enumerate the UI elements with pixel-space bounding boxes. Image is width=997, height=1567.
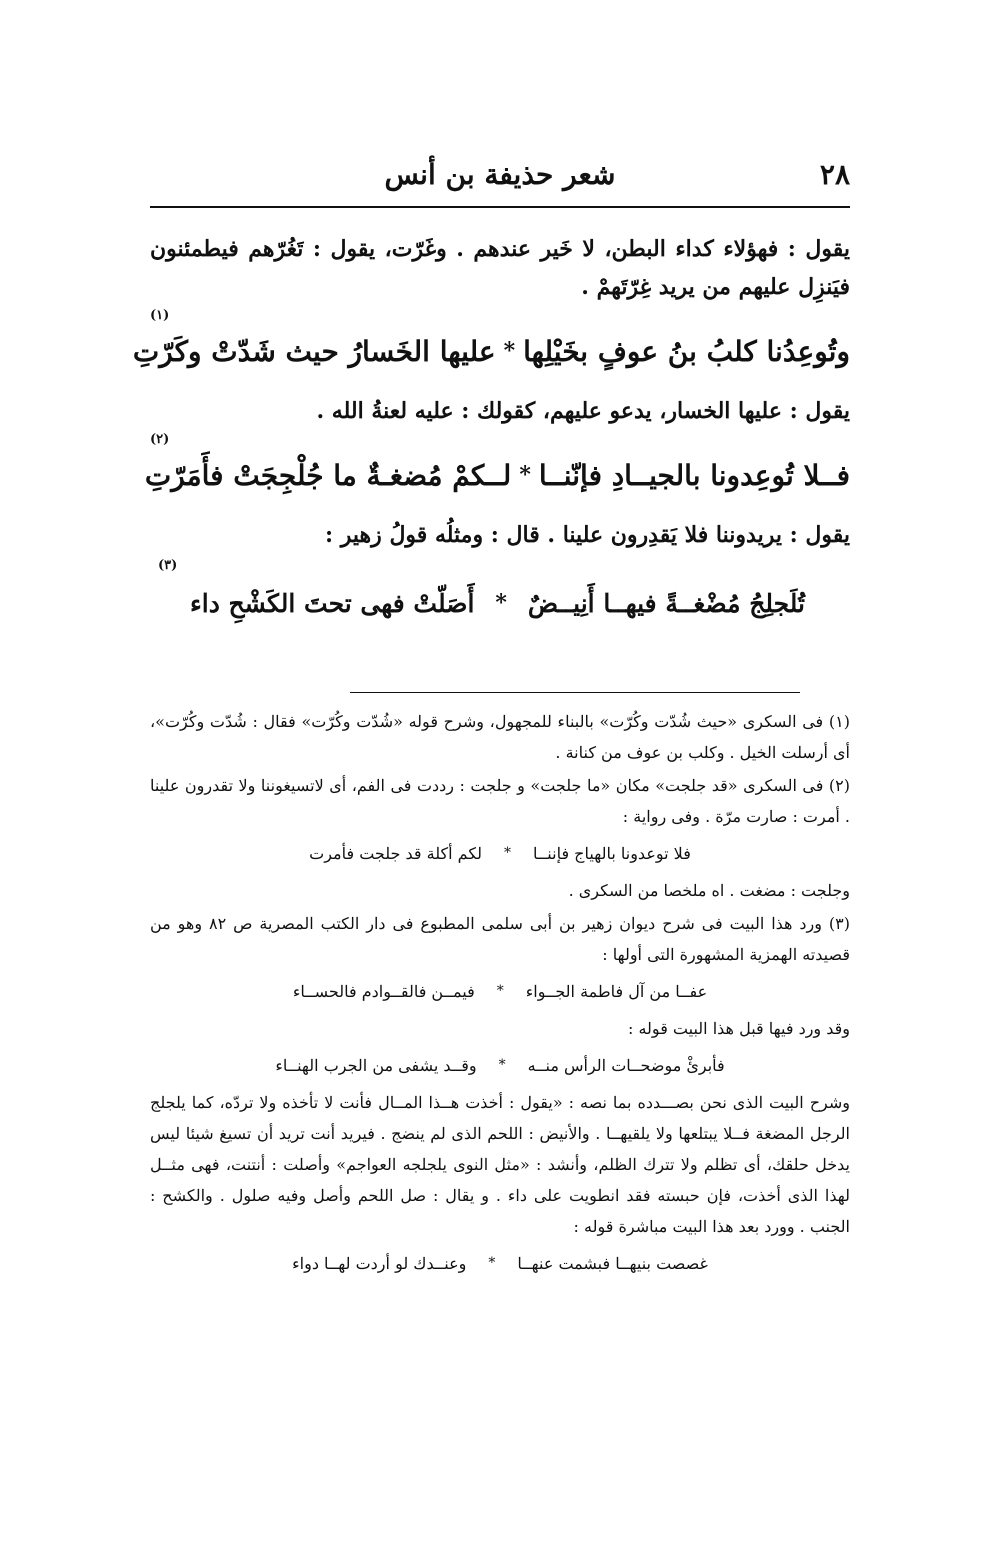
verse-1-first-hemistich: وتُوعِدُنا كلبُ بنُ عوفٍ بخَيْلِها <box>523 334 850 368</box>
verse-separator: * <box>503 338 516 364</box>
prose-paragraph-1: يقول : فهؤلاء كداء البطن، لا خَير عندهم . وغَرّت، يقول : تَغُرّهم فيطمئنون فيَنزِل عليهم من يريد غِرّتَهمْ . <box>150 236 851 300</box>
verse-separator: * <box>504 845 512 861</box>
page-number: ٢٨ <box>819 158 850 191</box>
footnote-3-verse-3 <box>150 1248 850 1279</box>
footnote-3-verse-1-second: فيمــن فالقــوادم فالحســاء <box>292 982 475 1001</box>
footnote-2-verse-second: لكم أكلة قد جلجت فأمرت <box>309 844 483 863</box>
prose-paragraph-2: يقول : عليها الخسار، يدعو عليهم، كقولك : عليه لعنةُ الله . <box>316 398 850 424</box>
footnote-marker-1: (١) <box>150 308 170 323</box>
footnote-2: (٢) فى السكرى «قد جلجت» مكان «ما جلجت» و جلجت : رددت فى الفم، أى لاتسيغوننا ولا تقدرون علينا . أمرت : صارت مرّة . وفى رواية : <box>150 776 850 826</box>
footnote-3-continuation-1: وقد ورد فيها قبل هذا البيت قوله : <box>628 1019 850 1038</box>
footnote-rule <box>350 692 800 693</box>
verse-line-1 <box>132 308 850 378</box>
footnote-3-verse-3-second: وعنــدك لو أردت لهــا دواء <box>292 1254 467 1273</box>
main-text <box>132 230 851 644</box>
footnote-3-verse-2-first: فأبرئْ موضحــات الرأس منــه <box>527 1056 725 1075</box>
verse-separator: * <box>495 590 507 616</box>
verse-separator: * <box>496 983 504 999</box>
running-title: شعر حذيفة بن أنس <box>384 158 616 191</box>
verse-separator: * <box>488 1255 496 1271</box>
footnote-marker-3: (٣) <box>158 558 178 573</box>
verse-3-second-hemistich: أَصَلّتْ فهى تحتَ الكَشْحِ داء <box>190 588 475 618</box>
verse-line-2 <box>144 432 850 502</box>
footnote-3-verse-2-second: وقــد يشفى من الجرب الهنــاء <box>275 1056 477 1075</box>
verse-2-second-hemistich: لــكمْ مُضغـةٌ ما جُلْجِجَتْ فأَمَرّتِ <box>144 458 512 492</box>
verse-separator: * <box>519 462 531 488</box>
footnote-2-continuation: وجلجت : مضغت . اه ملخصا من السكرى . <box>568 881 850 900</box>
footnote-3: (٣) ورد هذا البيت فى شرح ديوان زهير بن أبى سلمى المطبوع فى دار الكتب المصرية ص ٨٢ وهو من قصيدته الهمزية المشهورة التى أولها : <box>150 914 850 964</box>
verse-line-3 <box>158 558 805 630</box>
page-header <box>150 158 850 206</box>
footnote-3-verse-1 <box>150 976 850 1007</box>
verse-2-first-hemistich: فــلا تُوعِدونا بالجيــادِ فإنّنــا <box>538 458 850 492</box>
footnote-3-verse-2 <box>150 1050 850 1081</box>
verse-separator: * <box>498 1057 506 1073</box>
header-rule <box>150 206 850 208</box>
footnotes <box>150 706 850 1285</box>
footnote-2-verse <box>150 838 850 869</box>
verse-1-second-hemistich: عليها الخَسارُ حيث شَدّتْ وكَرّتِ <box>132 334 496 368</box>
footnote-3-verse-1-first: عفــا من آل فاطمة الجــواء <box>525 982 708 1001</box>
footnote-3-continuation-2: وشرح البيت الذى نحن بصـــدده بما نصه : «يقول : أخذت هــذا المــال فأنت لا تأخذه ولا تردّه، كما يلجلج الرجل المضغة فــلا يبتلعها ولا يلقيهــا . والأنيض : اللحم الذى لم ينضج . فيريد أنت تريد أن تسيغ شيئا ليس يدخل حلقك، أى تظلم ولا تترك الظلم، وأنشد : «مثل النوى يلجلجه العواجم» وأصلت : أنتنت، فهى مثــل لهذا الذى أخذت، فإن حبسته فقد انطويت على داء . و يقال : صل اللحم وأصل وفيه صلول . والكشح : الجنب . وورد بعد هذا البيت مباشرة قوله : <box>150 1093 851 1236</box>
footnote-marker-2: (٢) <box>150 432 170 447</box>
footnote-1: (١) فى السكرى «حيث شُدّت وكُرّت» بالبناء للمجهول، وشرح قوله «شُدّت وكُرّت» فقال : شُدّت وكُرّت»، أى أرسلت الخيل . وكلب بن عوف من كنانة . <box>150 712 850 762</box>
footnote-2-verse-first: فلا توعدونا بالهياج فإننــا <box>533 844 691 863</box>
footnote-3-verse-3-first: غصصت بنيهــا فبشمت عنهــا <box>517 1254 708 1273</box>
prose-paragraph-3: يقول : يريدوننا فلا يَقدِرون علينا . قال : ومثلُه قولُ زهير : <box>325 522 850 548</box>
verse-3-first-hemistich: تُلَجلِجُ مُضْغــةً فيهــا أَنِيــضٌ <box>527 588 805 618</box>
